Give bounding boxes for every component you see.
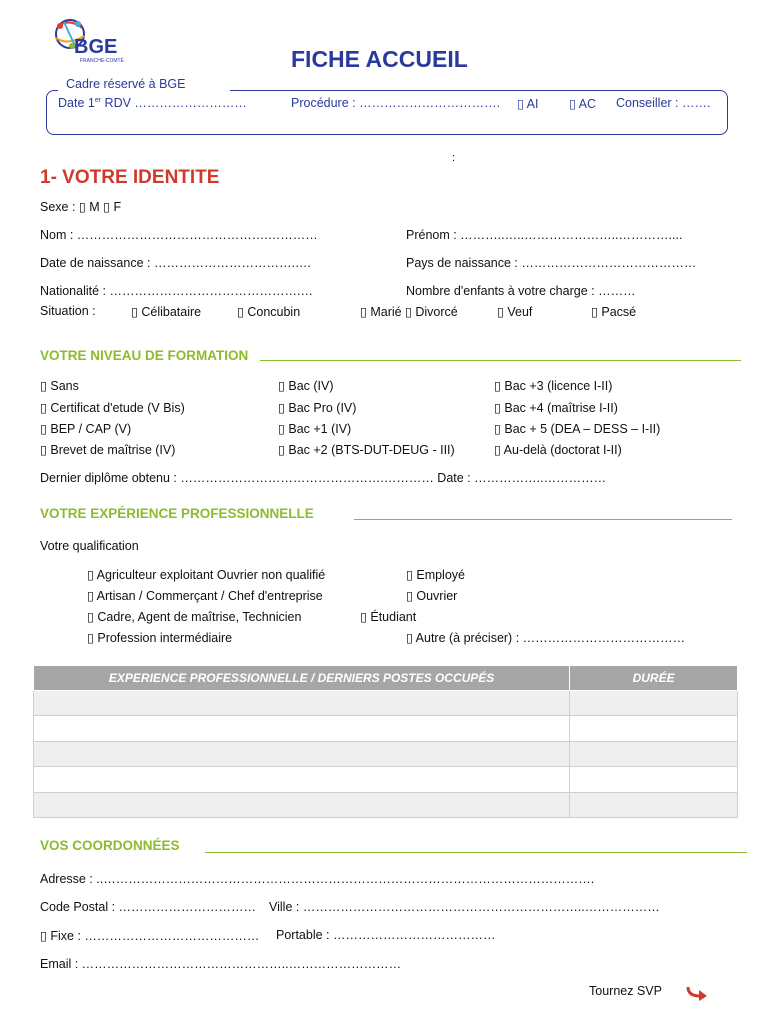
experience-heading: VOTRE EXPÉRIENCE PROFESSIONNELLE <box>40 506 314 521</box>
logo-subtext: FRANCHE-COMTÉ <box>80 58 124 64</box>
bge-logo <box>50 16 132 66</box>
table-row <box>34 741 738 766</box>
qualification-option[interactable]: ▯ Ouvrier <box>406 589 458 603</box>
nom-field[interactable]: Nom : ……………………………………….………… <box>40 228 318 242</box>
experience-table <box>33 665 738 818</box>
poste-cell[interactable] <box>34 767 570 792</box>
formation-rule <box>260 360 741 361</box>
table-row <box>34 691 738 716</box>
prenom-field[interactable]: Prénom : ………..…..…………………..………….... <box>406 228 683 242</box>
logo-text: BGE <box>74 36 118 58</box>
formation-option[interactable]: ▯ BEP / CAP (V) <box>40 422 132 436</box>
poste-cell[interactable] <box>34 691 570 716</box>
reserved-label: Cadre réservé à BGE <box>66 77 186 91</box>
portable-field[interactable]: Portable : ………………………………… <box>276 928 496 942</box>
code-postal-field[interactable]: Code Postal : …………………………… <box>40 900 257 914</box>
adresse-field[interactable]: Adresse : ..………………………………………………………………………………………………………. <box>40 872 595 886</box>
situation-pacse[interactable]: ▯ Pacsé <box>591 305 637 319</box>
formation-heading: VOTRE NIVEAU DE FORMATION <box>40 348 249 363</box>
qualification-option[interactable]: ▯ Étudiant <box>360 610 417 624</box>
experience-table-header-duree: DURÉE <box>570 666 738 691</box>
date-naissance-field[interactable]: Date de naissance : …………………………….…. <box>40 256 311 270</box>
formation-option[interactable]: ▯ Au-delà (doctorat I-II) <box>494 443 622 457</box>
sexe-field[interactable]: Sexe : ▯ M ▯ F <box>40 200 122 214</box>
stray-colon: : <box>452 152 456 164</box>
conseiller-field[interactable]: Conseiller : ……. <box>616 96 711 110</box>
duree-cell[interactable] <box>570 792 738 817</box>
turn-arrow-icon <box>686 984 710 1002</box>
situation-veuf[interactable]: ▯ Veuf <box>497 305 533 319</box>
formation-option[interactable]: ▯ Bac +2 (BTS-DUT-DEUG - III) <box>278 443 455 457</box>
formation-option[interactable]: ▯ Sans <box>40 379 79 393</box>
fixe-field[interactable]: ▯ Fixe : …………………………………… <box>40 929 260 943</box>
date-rdv-field[interactable]: Date 1er RDV ……………………… <box>58 96 247 110</box>
qualification-option[interactable]: ▯ Agriculteur exploitant Ouvrier non qualifié <box>87 568 326 582</box>
table-row <box>34 792 738 817</box>
enfants-field[interactable]: Nombre d'enfants à votre charge : ……… <box>406 284 636 298</box>
nationalite-field[interactable]: Nationalité : ……………………………………….… <box>40 284 313 298</box>
identity-heading: 1- VOTRE IDENTITE <box>40 167 220 188</box>
ville-field[interactable]: Ville : …………………………………………………………..……………… <box>269 900 660 914</box>
duree-cell[interactable] <box>570 767 738 792</box>
qualification-option[interactable]: ▯ Artisan / Commerçant / Chef d'entreprise <box>87 589 323 603</box>
situation-concubin[interactable]: ▯ Concubin <box>237 305 301 319</box>
situation-marie[interactable]: ▯ Marié <box>360 305 402 319</box>
qualification-option[interactable]: ▯ Autre (à préciser) : ………………………………… <box>406 631 686 645</box>
ai-checkbox[interactable]: ▯ AI <box>517 97 539 111</box>
formation-option[interactable]: ▯ Bac (IV) <box>278 379 334 393</box>
duree-cell[interactable] <box>570 716 738 741</box>
formation-option[interactable]: ▯ Certificat d'etude (V Bis) <box>40 401 185 415</box>
tournez-svp: Tournez SVP <box>589 984 662 998</box>
qualification-option[interactable]: ▯ Cadre, Agent de maîtrise, Technicien <box>87 610 302 624</box>
procedure-field[interactable]: Procédure : ……………………………. <box>291 96 501 110</box>
formation-option[interactable]: ▯ Bac Pro (IV) <box>278 401 357 415</box>
duree-cell[interactable] <box>570 691 738 716</box>
experience-rule <box>354 519 732 520</box>
formation-option[interactable]: ▯ Bac + 5 (DEA – DESS – I-II) <box>494 422 661 436</box>
formation-option[interactable]: ▯ Brevet de maîtrise (IV) <box>40 443 176 457</box>
qualification-option[interactable]: ▯ Profession intermédiaire <box>87 631 233 645</box>
page-title: FICHE ACCUEIL <box>291 46 468 72</box>
table-row <box>34 767 738 792</box>
coordonnees-heading: VOS COORDONNÉES <box>40 838 180 853</box>
pays-naissance-field[interactable]: Pays de naissance : …………………………………… <box>406 256 697 270</box>
situation-celibataire[interactable]: ▯ Célibataire <box>131 305 202 319</box>
poste-cell[interactable] <box>34 716 570 741</box>
situation-label: Situation : <box>40 304 96 318</box>
coordonnees-rule <box>205 852 747 853</box>
situation-divorce[interactable]: ▯ Divorcé <box>405 305 458 319</box>
poste-cell[interactable] <box>34 792 570 817</box>
formation-option[interactable]: ▯ Bac +4 (maîtrise I-II) <box>494 401 618 415</box>
duree-cell[interactable] <box>570 741 738 766</box>
dernier-diplome-field[interactable]: Dernier diplôme obtenu : ………………………………………….………… Date : ……………..…………… <box>40 471 607 485</box>
email-field[interactable]: Email : …………………………………………..……………………… <box>40 957 402 971</box>
formation-option[interactable]: ▯ Bac +3 (licence I-II) <box>494 379 613 393</box>
qualification-label: Votre qualification <box>40 539 139 553</box>
poste-cell[interactable] <box>34 741 570 766</box>
formation-option[interactable]: ▯ Bac +1 (IV) <box>278 422 352 436</box>
experience-table-header-postes: EXPERIENCE PROFESSIONNELLE / DERNIERS POSTES OCCUPÉS <box>34 666 570 691</box>
table-row <box>34 716 738 741</box>
qualification-option[interactable]: ▯ Employé <box>406 568 465 582</box>
ac-checkbox[interactable]: ▯ AC <box>569 97 597 111</box>
